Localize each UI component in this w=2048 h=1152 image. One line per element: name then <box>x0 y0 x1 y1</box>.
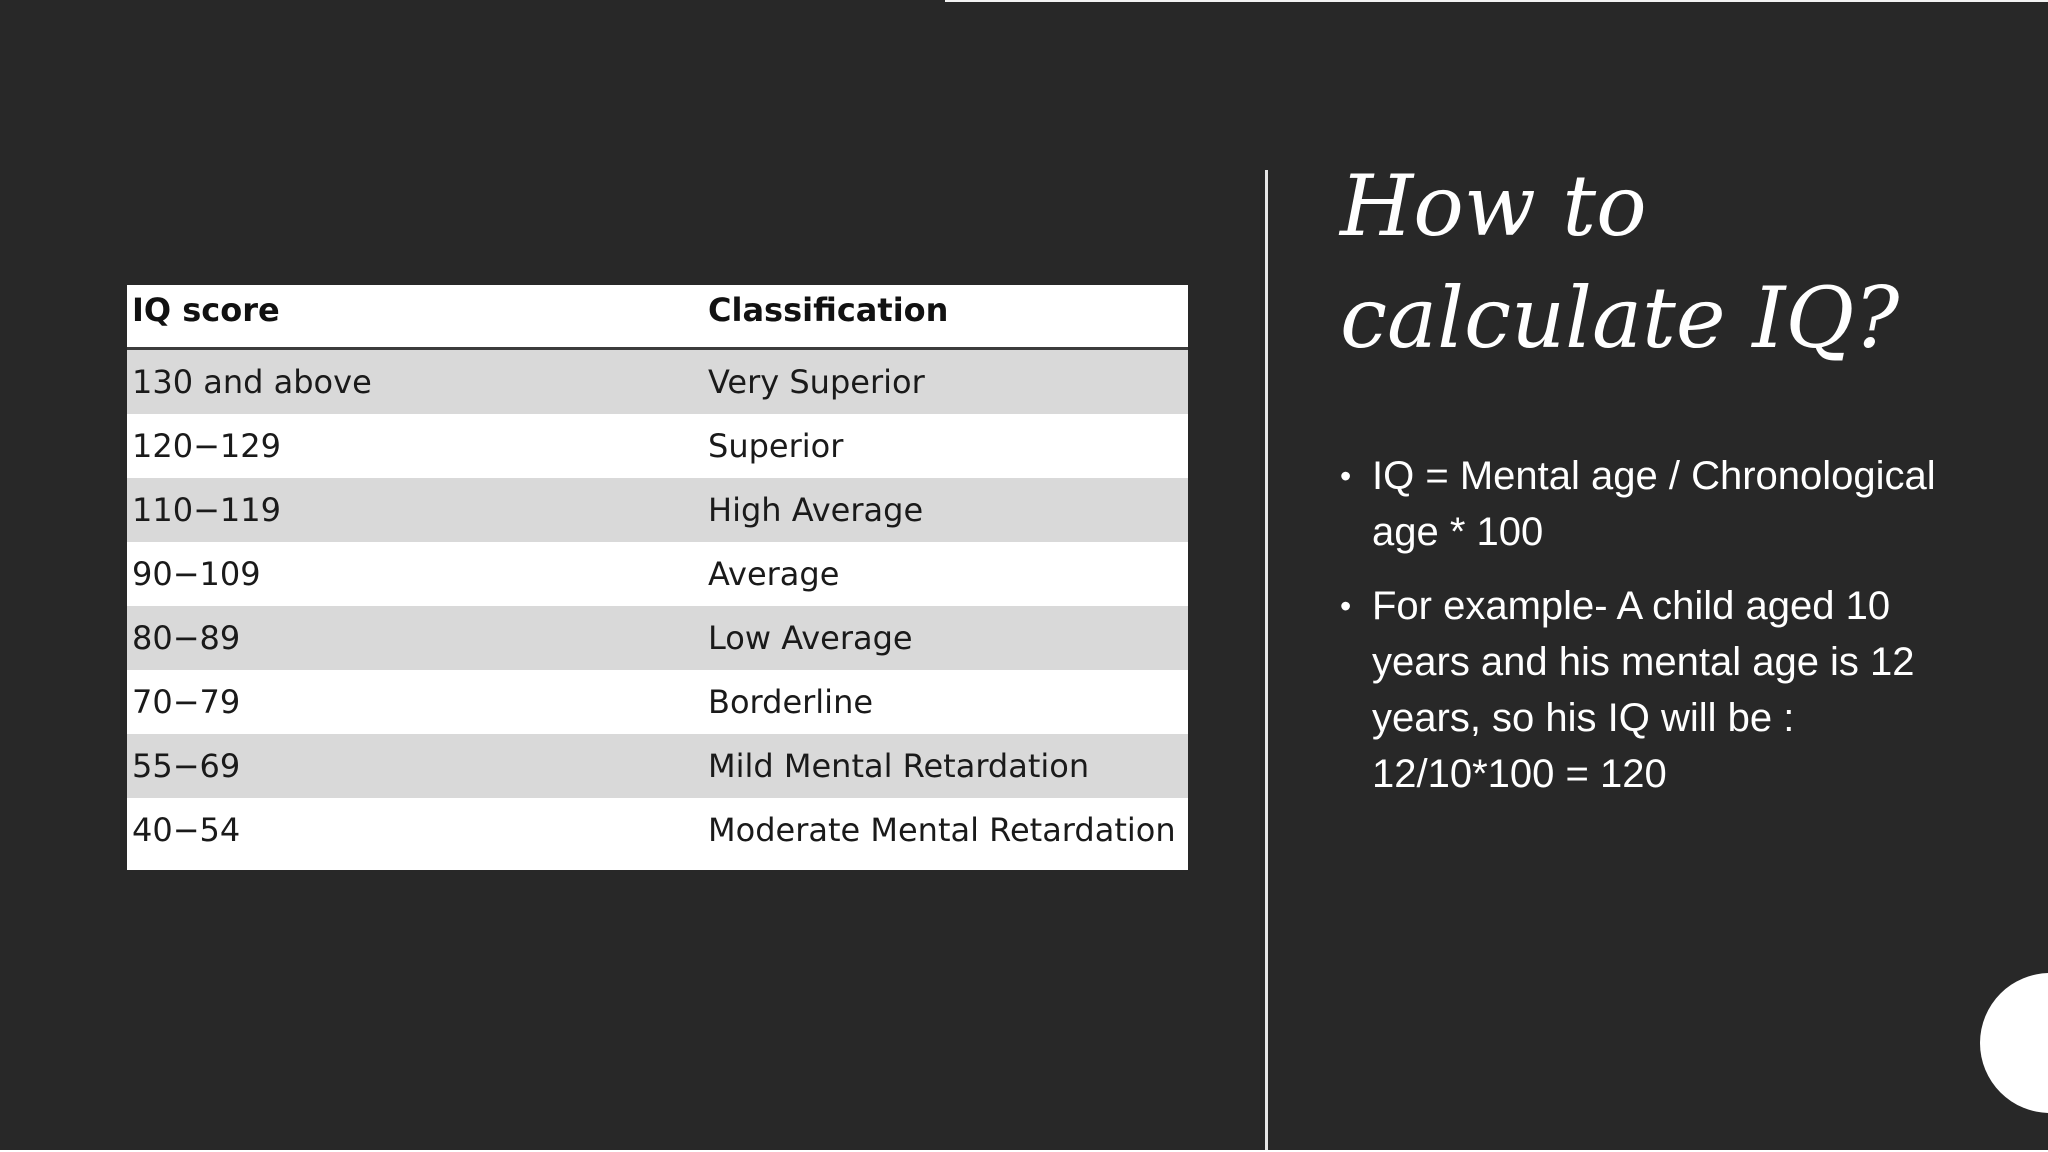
bullet-dot-icon: • <box>1340 588 1352 624</box>
score-cell: 120−129 <box>132 427 281 465</box>
classification-cell: Low Average <box>708 619 913 657</box>
classification-cell: Moderate Mental Retardation <box>708 811 1176 849</box>
table-row <box>127 414 1188 478</box>
table-row <box>127 606 1188 670</box>
score-cell: 55−69 <box>132 747 241 785</box>
table-row <box>127 798 1188 862</box>
table-row <box>127 350 1188 414</box>
classification-cell: Mild Mental Retardation <box>708 747 1090 785</box>
corner-circle-shape <box>1980 973 2048 1113</box>
bullet-list <box>1340 448 1980 820</box>
bullet-text: For example- A child aged 10 years and his mental age is 12 years, so his IQ will be : 12/10*100 = 120 <box>1372 584 1915 796</box>
classification-cell: Average <box>708 555 840 593</box>
score-cell: 90−109 <box>132 555 261 593</box>
score-cell: 110−119 <box>132 491 281 529</box>
table-row <box>127 542 1188 606</box>
classification-cell: Borderline <box>708 683 874 721</box>
top-edge-strip <box>945 0 2048 2</box>
header-iq-score: IQ score <box>132 291 280 329</box>
classification-cell: Superior <box>708 427 844 465</box>
score-cell: 80−89 <box>132 619 241 657</box>
bullet-formula <box>1340 448 1980 560</box>
vertical-divider <box>1265 170 1268 1150</box>
table-row <box>127 478 1188 542</box>
slide-title: How to calculate IQ? <box>1340 157 1900 367</box>
header-classification: Classification <box>708 291 949 329</box>
score-cell: 130 and above <box>132 363 372 401</box>
bullet-example <box>1340 578 1980 802</box>
classification-cell: Very Superior <box>708 363 925 401</box>
classification-cell: High Average <box>708 491 924 529</box>
bullet-text: IQ = Mental age / Chronological age * 100 <box>1372 454 1936 554</box>
table-header-row <box>127 285 1188 350</box>
iq-classification-table <box>127 285 1188 870</box>
bullet-dot-icon: • <box>1340 458 1352 494</box>
score-cell: 70−79 <box>132 683 241 721</box>
table-row <box>127 734 1188 798</box>
table-row <box>127 670 1188 734</box>
score-cell: 40−54 <box>132 811 241 849</box>
